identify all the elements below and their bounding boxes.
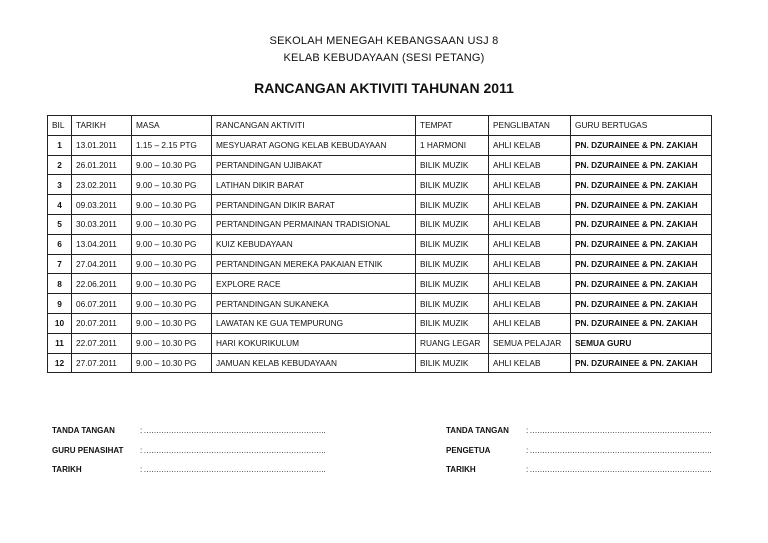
cell-tempat: BILIK MUZIK	[416, 195, 489, 215]
cell-aktiviti: PERTANDINGAN SUKANEKA	[212, 294, 416, 314]
cell-masa: 9.00 – 10.30 PG	[132, 175, 212, 195]
sig-line: : ……………………………………………………………….	[526, 426, 712, 435]
cell-bil: 3	[48, 175, 72, 195]
cell-guru: PN. DZURAINEE & PN. ZAKIAH	[571, 254, 712, 274]
cell-bil: 6	[48, 234, 72, 254]
cell-guru: PN. DZURAINEE & PN. ZAKIAH	[571, 294, 712, 314]
cell-tempat: BILIK MUZIK	[416, 155, 489, 175]
cell-masa: 9.00 – 10.30 PG	[132, 214, 212, 234]
cell-aktiviti: MESYUARAT AGONG KELAB KEBUDAYAAN	[212, 135, 416, 155]
cell-tempat: BILIK MUZIK	[416, 313, 489, 333]
cell-penglibatan: AHLI KELAB	[489, 353, 571, 373]
table-row	[48, 254, 712, 274]
cell-bil: 1	[48, 135, 72, 155]
col-header-aktiviti: RANCANGAN AKTIVITI	[212, 116, 416, 136]
table-row	[48, 175, 712, 195]
cell-tempat: BILIK MUZIK	[416, 274, 489, 294]
cell-tempat: BILIK MUZIK	[416, 353, 489, 373]
cell-masa: 1.15 – 2.15 PTG	[132, 135, 212, 155]
cell-penglibatan: AHLI KELAB	[489, 195, 571, 215]
cell-bil: 4	[48, 195, 72, 215]
cell-bil: 8	[48, 274, 72, 294]
table-row	[48, 135, 712, 155]
table-row	[48, 195, 712, 215]
col-header-tempat: TEMPAT	[416, 116, 489, 136]
cell-bil: 7	[48, 254, 72, 274]
cell-tempat: 1 HARMONI	[416, 135, 489, 155]
sig-label: TARIKH	[52, 465, 82, 474]
cell-tempat: BILIK MUZIK	[416, 234, 489, 254]
table-header-row	[48, 116, 712, 136]
cell-penglibatan: AHLI KELAB	[489, 214, 571, 234]
cell-tarikh: 23.02.2011	[72, 175, 132, 195]
cell-masa: 9.00 – 10.30 PG	[132, 274, 212, 294]
cell-tarikh: 22.07.2011	[72, 333, 132, 353]
table-row	[48, 214, 712, 234]
cell-masa: 9.00 – 10.30 PG	[132, 234, 212, 254]
document-title: RANCANGAN AKTIVITI TAHUNAN 2011	[254, 80, 514, 96]
sig-label: TANDA TANGAN	[52, 426, 115, 435]
cell-penglibatan: AHLI KELAB	[489, 274, 571, 294]
cell-aktiviti: HARI KOKURIKULUM	[212, 333, 416, 353]
cell-bil: 9	[48, 294, 72, 314]
table-row	[48, 234, 712, 254]
cell-guru: PN. DZURAINEE & PN. ZAKIAH	[571, 155, 712, 175]
col-header-penglibatan: PENGLIBATAN	[489, 116, 571, 136]
table-row	[48, 294, 712, 314]
cell-guru: PN. DZURAINEE & PN. ZAKIAH	[571, 214, 712, 234]
sig-line: : ……………………………………………………………….	[140, 426, 326, 435]
cell-tempat: RUANG LEGAR	[416, 333, 489, 353]
sig-line: : ……………………………………………………………….	[526, 446, 712, 455]
cell-guru: PN. DZURAINEE & PN. ZAKIAH	[571, 234, 712, 254]
cell-bil: 11	[48, 333, 72, 353]
cell-tarikh: 27.04.2011	[72, 254, 132, 274]
sig-label: TANDA TANGAN	[446, 426, 509, 435]
school-name: SEKOLAH MENEGAH KEBANGSAAN USJ 8	[269, 35, 499, 47]
cell-masa: 9.00 – 10.30 PG	[132, 333, 212, 353]
cell-masa: 9.00 – 10.30 PG	[132, 313, 212, 333]
cell-aktiviti: PERTANDINGAN PERMAINAN TRADISIONAL	[212, 214, 416, 234]
activity-table	[47, 115, 712, 373]
table-row	[48, 274, 712, 294]
cell-aktiviti: KUIZ KEBUDAYAAN	[212, 234, 416, 254]
cell-masa: 9.00 – 10.30 PG	[132, 353, 212, 373]
cell-masa: 9.00 – 10.30 PG	[132, 155, 212, 175]
table-row	[48, 333, 712, 353]
col-header-tarikh: TARIKH	[72, 116, 132, 136]
cell-tarikh: 27.07.2011	[72, 353, 132, 373]
cell-guru: PN. DZURAINEE & PN. ZAKIAH	[571, 313, 712, 333]
sig-line: : ……………………………………………………………….	[526, 465, 712, 474]
cell-penglibatan: AHLI KELAB	[489, 294, 571, 314]
col-header-bil: BIL	[48, 116, 72, 136]
cell-aktiviti: PERTANDINGAN DIKIR BARAT	[212, 195, 416, 215]
cell-guru: PN. DZURAINEE & PN. ZAKIAH	[571, 175, 712, 195]
cell-penglibatan: AHLI KELAB	[489, 313, 571, 333]
cell-tarikh: 13.04.2011	[72, 234, 132, 254]
col-header-guru: GURU BERTUGAS	[571, 116, 712, 136]
cell-masa: 9.00 – 10.30 PG	[132, 195, 212, 215]
cell-aktiviti: EXPLORE RACE	[212, 274, 416, 294]
cell-penglibatan: AHLI KELAB	[489, 234, 571, 254]
cell-aktiviti: LAWATAN KE GUA TEMPURUNG	[212, 313, 416, 333]
cell-guru: PN. DZURAINEE & PN. ZAKIAH	[571, 135, 712, 155]
table-row	[48, 353, 712, 373]
cell-aktiviti: PERTANDINGAN UJIBAKAT	[212, 155, 416, 175]
cell-bil: 5	[48, 214, 72, 234]
sig-label: GURU PENASIHAT	[52, 446, 124, 455]
col-header-masa: MASA	[132, 116, 212, 136]
cell-masa: 9.00 – 10.30 PG	[132, 294, 212, 314]
cell-bil: 12	[48, 353, 72, 373]
cell-guru: PN. DZURAINEE & PN. ZAKIAH	[571, 195, 712, 215]
cell-tempat: BILIK MUZIK	[416, 254, 489, 274]
cell-penglibatan: AHLI KELAB	[489, 175, 571, 195]
club-name: KELAB KEBUDAYAAN (SESI PETANG)	[283, 52, 485, 64]
cell-masa: 9.00 – 10.30 PG	[132, 254, 212, 274]
cell-penglibatan: SEMUA PELAJAR	[489, 333, 571, 353]
sig-label: PENGETUA	[446, 446, 491, 455]
cell-guru: SEMUA GURU	[571, 333, 712, 353]
cell-penglibatan: AHLI KELAB	[489, 254, 571, 274]
cell-tempat: BILIK MUZIK	[416, 175, 489, 195]
cell-tarikh: 20.07.2011	[72, 313, 132, 333]
sig-line: : ……………………………………………………………….	[140, 446, 326, 455]
cell-aktiviti: LATIHAN DIKIR BARAT	[212, 175, 416, 195]
cell-guru: PN. DZURAINEE & PN. ZAKIAH	[571, 274, 712, 294]
cell-bil: 2	[48, 155, 72, 175]
cell-tarikh: 06.07.2011	[72, 294, 132, 314]
cell-bil: 10	[48, 313, 72, 333]
cell-tarikh: 13.01.2011	[72, 135, 132, 155]
cell-aktiviti: PERTANDINGAN MEREKA PAKAIAN ETNIK	[212, 254, 416, 274]
cell-tarikh: 22.06.2011	[72, 274, 132, 294]
sig-label: TARIKH	[446, 465, 476, 474]
cell-tempat: BILIK MUZIK	[416, 294, 489, 314]
table-row	[48, 155, 712, 175]
cell-guru: PN. DZURAINEE & PN. ZAKIAH	[571, 353, 712, 373]
sig-line: : ……………………………………………………………….	[140, 465, 326, 474]
cell-aktiviti: JAMUAN KELAB KEBUDAYAAN	[212, 353, 416, 373]
cell-tarikh: 30.03.2011	[72, 214, 132, 234]
cell-tempat: BILIK MUZIK	[416, 214, 489, 234]
cell-penglibatan: AHLI KELAB	[489, 135, 571, 155]
table-row	[48, 313, 712, 333]
cell-tarikh: 09.03.2011	[72, 195, 132, 215]
cell-penglibatan: AHLI KELAB	[489, 155, 571, 175]
cell-tarikh: 26.01.2011	[72, 155, 132, 175]
